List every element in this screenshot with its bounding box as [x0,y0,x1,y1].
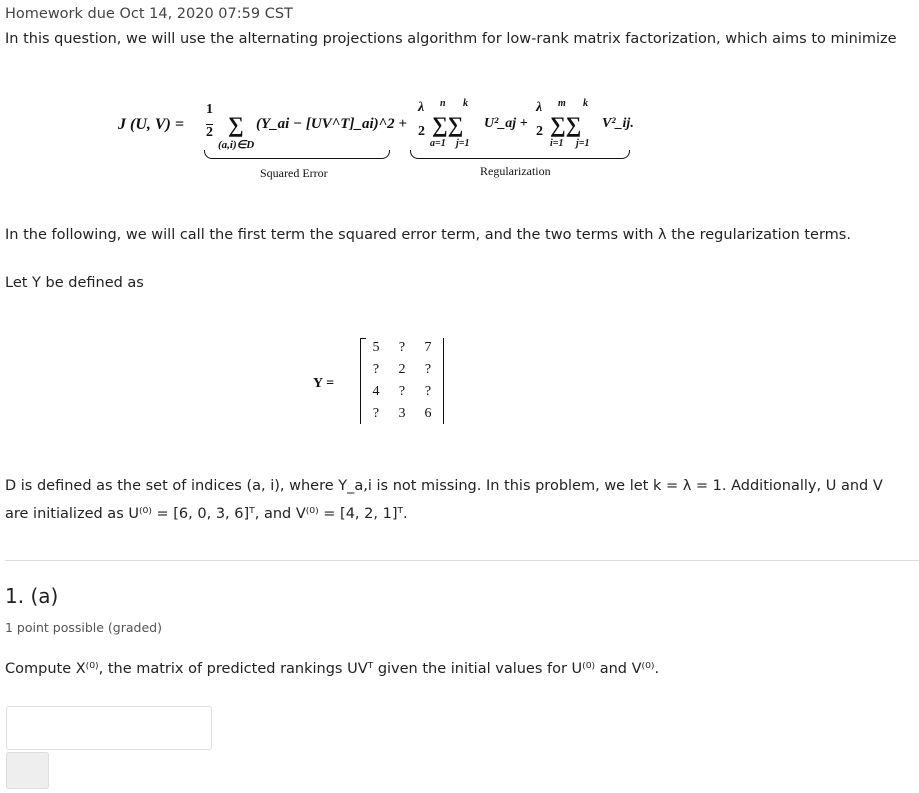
intro-text: In this question, we will use the alternating projections algorithm for low-rank matrix factorization, which aims to minimize [5,31,897,47]
matrix-cell: 4 [372,384,380,399]
regularization-label: Regularization [480,164,551,178]
matrix-cell: ? [372,406,380,421]
j1-sub: j=1 [456,138,470,149]
objective-formula [118,98,638,188]
squared-error-label: Squared Error [260,166,328,180]
sum1-sub: (a,i)∈D [218,139,255,151]
sum-symbol: ∑∑ [550,112,582,137]
matrix-cell: 6 [424,406,432,421]
half-num: 1 [206,102,213,117]
math-preview-button[interactable] [6,752,49,789]
k-sup: k [463,98,468,109]
k-sup2: k [583,98,588,109]
j1-sub2: j=1 [576,138,590,149]
v-term: V²_ij. [602,116,634,131]
matrix-cell: 2 [398,362,406,377]
matrix-cell: ? [424,362,432,377]
due-date: Homework due Oct 14, 2020 07:59 CST [5,6,293,22]
matrix-cell: ? [398,340,406,355]
problem-title: 1. (a) [5,584,59,608]
problem-prompt: Compute X⁽⁰⁾, the matrix of predicted rankings UVᵀ given the initial values for U⁽⁰⁾ and V⁽⁰⁾. [5,661,660,677]
a1-sub: a=1 [430,138,446,149]
let-y-text: Let Y be defined as [5,275,144,291]
d-definition-line2: are initialized as U⁽⁰⁾ = [6, 0, 3, 6]ᵀ, and V⁽⁰⁾ = [4, 2, 1]ᵀ. [5,506,408,522]
sum-symbol: ∑∑ [432,112,464,137]
d-definition-line1: D is defined as the set of indices (a, i), where Y_a,i is not missing. In this problem, we let k = λ = 1. Additionally, U and V [5,478,883,494]
n-sup: n [440,98,446,109]
lambda2: λ [536,100,543,115]
matrix-cell: ? [398,384,406,399]
half-den2: 2 [418,124,425,139]
matrix-y [360,338,444,424]
divider [5,560,919,561]
i1-sub: i=1 [550,138,564,149]
formula-lhs: J (U, V) = [118,116,184,133]
half-den: 2 [206,125,213,140]
squared-error-term: (Y_ai − [UV^T]_ai)^2 + [256,116,407,132]
matrix-cell: 7 [424,340,432,355]
underbrace-squared-error [204,150,390,159]
sum-symbol: ∑ [228,112,244,137]
lambda1: λ [418,100,425,115]
matrix-cell: ? [372,362,380,377]
half-den3: 2 [536,124,543,139]
following-text: In the following, we will call the first term the squared error term, and the two terms with λ the regularization terms. [5,227,851,243]
m-sup: m [558,98,566,109]
underbrace-regularization [410,150,630,159]
matrix-cell: ? [424,384,432,399]
answer-input[interactable] [6,706,212,750]
matrix-cell: 3 [398,406,406,421]
points-possible: 1 point possible (graded) [5,620,162,635]
matrix-cell: 5 [372,340,380,355]
matrix-label: Y = [313,376,335,391]
u-term: U²_aj + [484,116,528,131]
